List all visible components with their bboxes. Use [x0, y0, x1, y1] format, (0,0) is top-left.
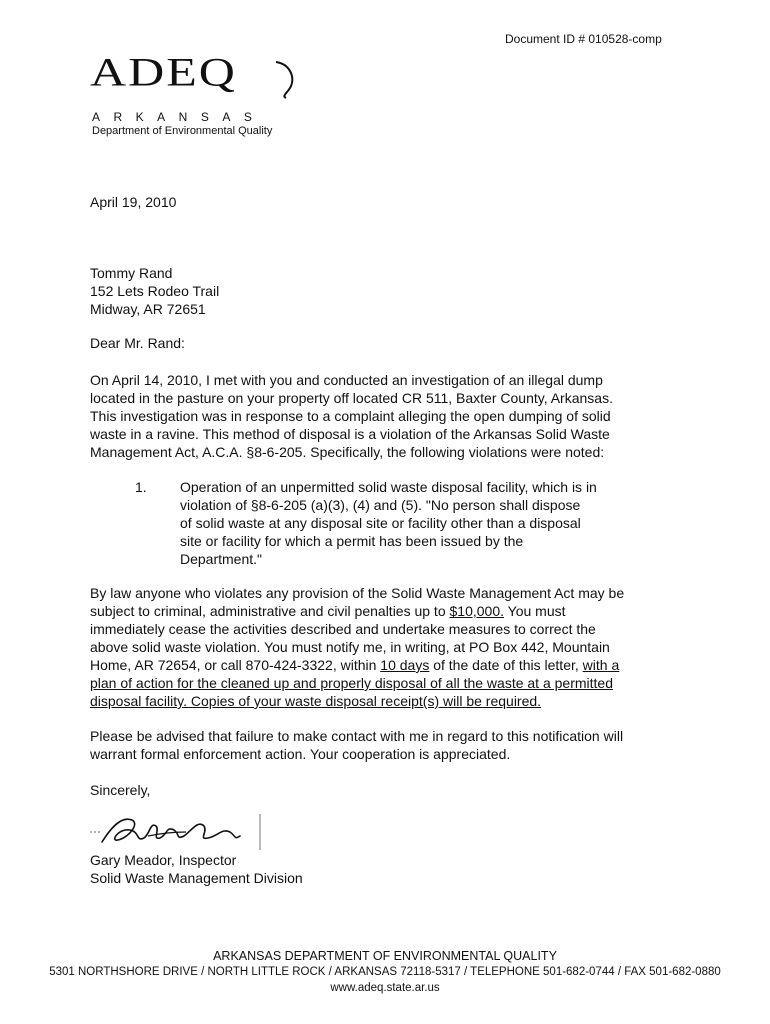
recipient-city: Midway, AR 72651	[90, 301, 206, 317]
text-span: You must	[504, 603, 566, 619]
footer-website: www.adeq.state.ar.us	[330, 982, 440, 994]
footer-agency: ARKANSAS DEPARTMENT OF ENVIRONMENTAL QUALITY	[213, 949, 557, 963]
signer-block	[90, 851, 303, 887]
paragraph-line	[90, 602, 690, 620]
recipient-name: Tommy Rand	[90, 265, 173, 281]
paragraph-line: located in the pasture on your property off located CR 511, Baxter County, Arkansas.	[90, 390, 613, 406]
closing: Sincerely,	[90, 782, 151, 798]
logo-department-name: Department of Environmental Quality	[92, 125, 273, 137]
paragraph-enforcement	[90, 727, 690, 763]
signature-image	[88, 808, 266, 852]
paragraph-line: Please be advised that failure to make contact with me in regard to this notification will	[90, 728, 624, 744]
paragraph-penalties	[90, 584, 690, 710]
paragraph-line: above solid waste violation. You must notify me, in writing, at PO Box 442, Mountain	[90, 639, 610, 655]
paragraph-line: This investigation was in response to a complaint alleging the open dumping of solid	[90, 408, 611, 424]
paragraph-line: On April 14, 2010, I met with you and conducted an investigation of an illegal dump	[90, 372, 603, 388]
paragraph-investigation	[90, 371, 690, 461]
paragraph-line: By law anyone who violates any provision of the Solid Waste Management Act may be	[90, 585, 625, 601]
paragraph-line: waste in a ravine. This method of disposal is a violation of the Arkansas Solid Waste	[90, 426, 610, 442]
signature-icon	[88, 808, 266, 852]
violation-line: violation of §8-6-205 (a)(3), (4) and (5). "No person shall dispose	[180, 497, 581, 513]
logo-wordmark: ADEQ	[90, 49, 237, 95]
underlined-requirement: disposal facility. Copies of your waste disposal receipt(s) will be required.	[90, 693, 542, 709]
violation-number: 1.	[135, 479, 147, 495]
footer-address: 5301 NORTHSHORE DRIVE / NORTH LITTLE ROCK / ARKANSAS 72118-5317 / TELEPHONE 501-682-0744 / FAX 501-682-0880	[49, 966, 721, 978]
signer-name: Gary Meador, Inspector	[90, 852, 237, 868]
penalty-amount: $10,000.	[449, 603, 505, 619]
text-span: Home, AR 72654, or call 870-424-3322, within	[90, 657, 381, 673]
text-span: of the date of this letter,	[429, 657, 583, 673]
logo-state-name: ARKANSAS	[92, 110, 266, 124]
recipient-street: 152 Lets Rodeo Trail	[90, 283, 220, 299]
violation-text	[180, 478, 597, 568]
underlined-requirement: with a	[582, 657, 620, 673]
adeq-logo	[90, 50, 300, 140]
violation-line: Department."	[180, 551, 263, 567]
paragraph-line: immediately cease the activities described and undertake measures to correct the	[90, 621, 596, 637]
violation-line: Operation of an unpermitted solid waste disposal facility, which is in	[180, 479, 597, 495]
violation-line: of solid waste at any disposal site or facility other than a disposal	[180, 515, 581, 531]
underlined-requirement: plan of action for the cleaned up and properly disposal of all the waste at a permitted	[90, 675, 613, 691]
deadline-days: 10 days	[380, 657, 430, 673]
paragraph-line: Management Act, A.C.A. §8-6-205. Specifically, the following violations were noted:	[90, 444, 605, 460]
paragraph-line: warrant formal enforcement action. Your cooperation is appreciated.	[90, 746, 511, 762]
recipient-address	[90, 264, 219, 318]
letter-date: April 19, 2010	[90, 194, 177, 210]
text-span: subject to criminal, administrative and civil penalties up to	[90, 603, 450, 619]
violation-line: site or facility for which a permit has been issued by the	[180, 533, 524, 549]
document-id: Document ID # 010528-comp	[505, 32, 662, 46]
logo-swoosh-icon	[90, 50, 300, 110]
salutation: Dear Mr. Rand:	[90, 335, 185, 351]
paragraph-line	[90, 656, 690, 674]
signer-division: Solid Waste Management Division	[90, 870, 303, 886]
